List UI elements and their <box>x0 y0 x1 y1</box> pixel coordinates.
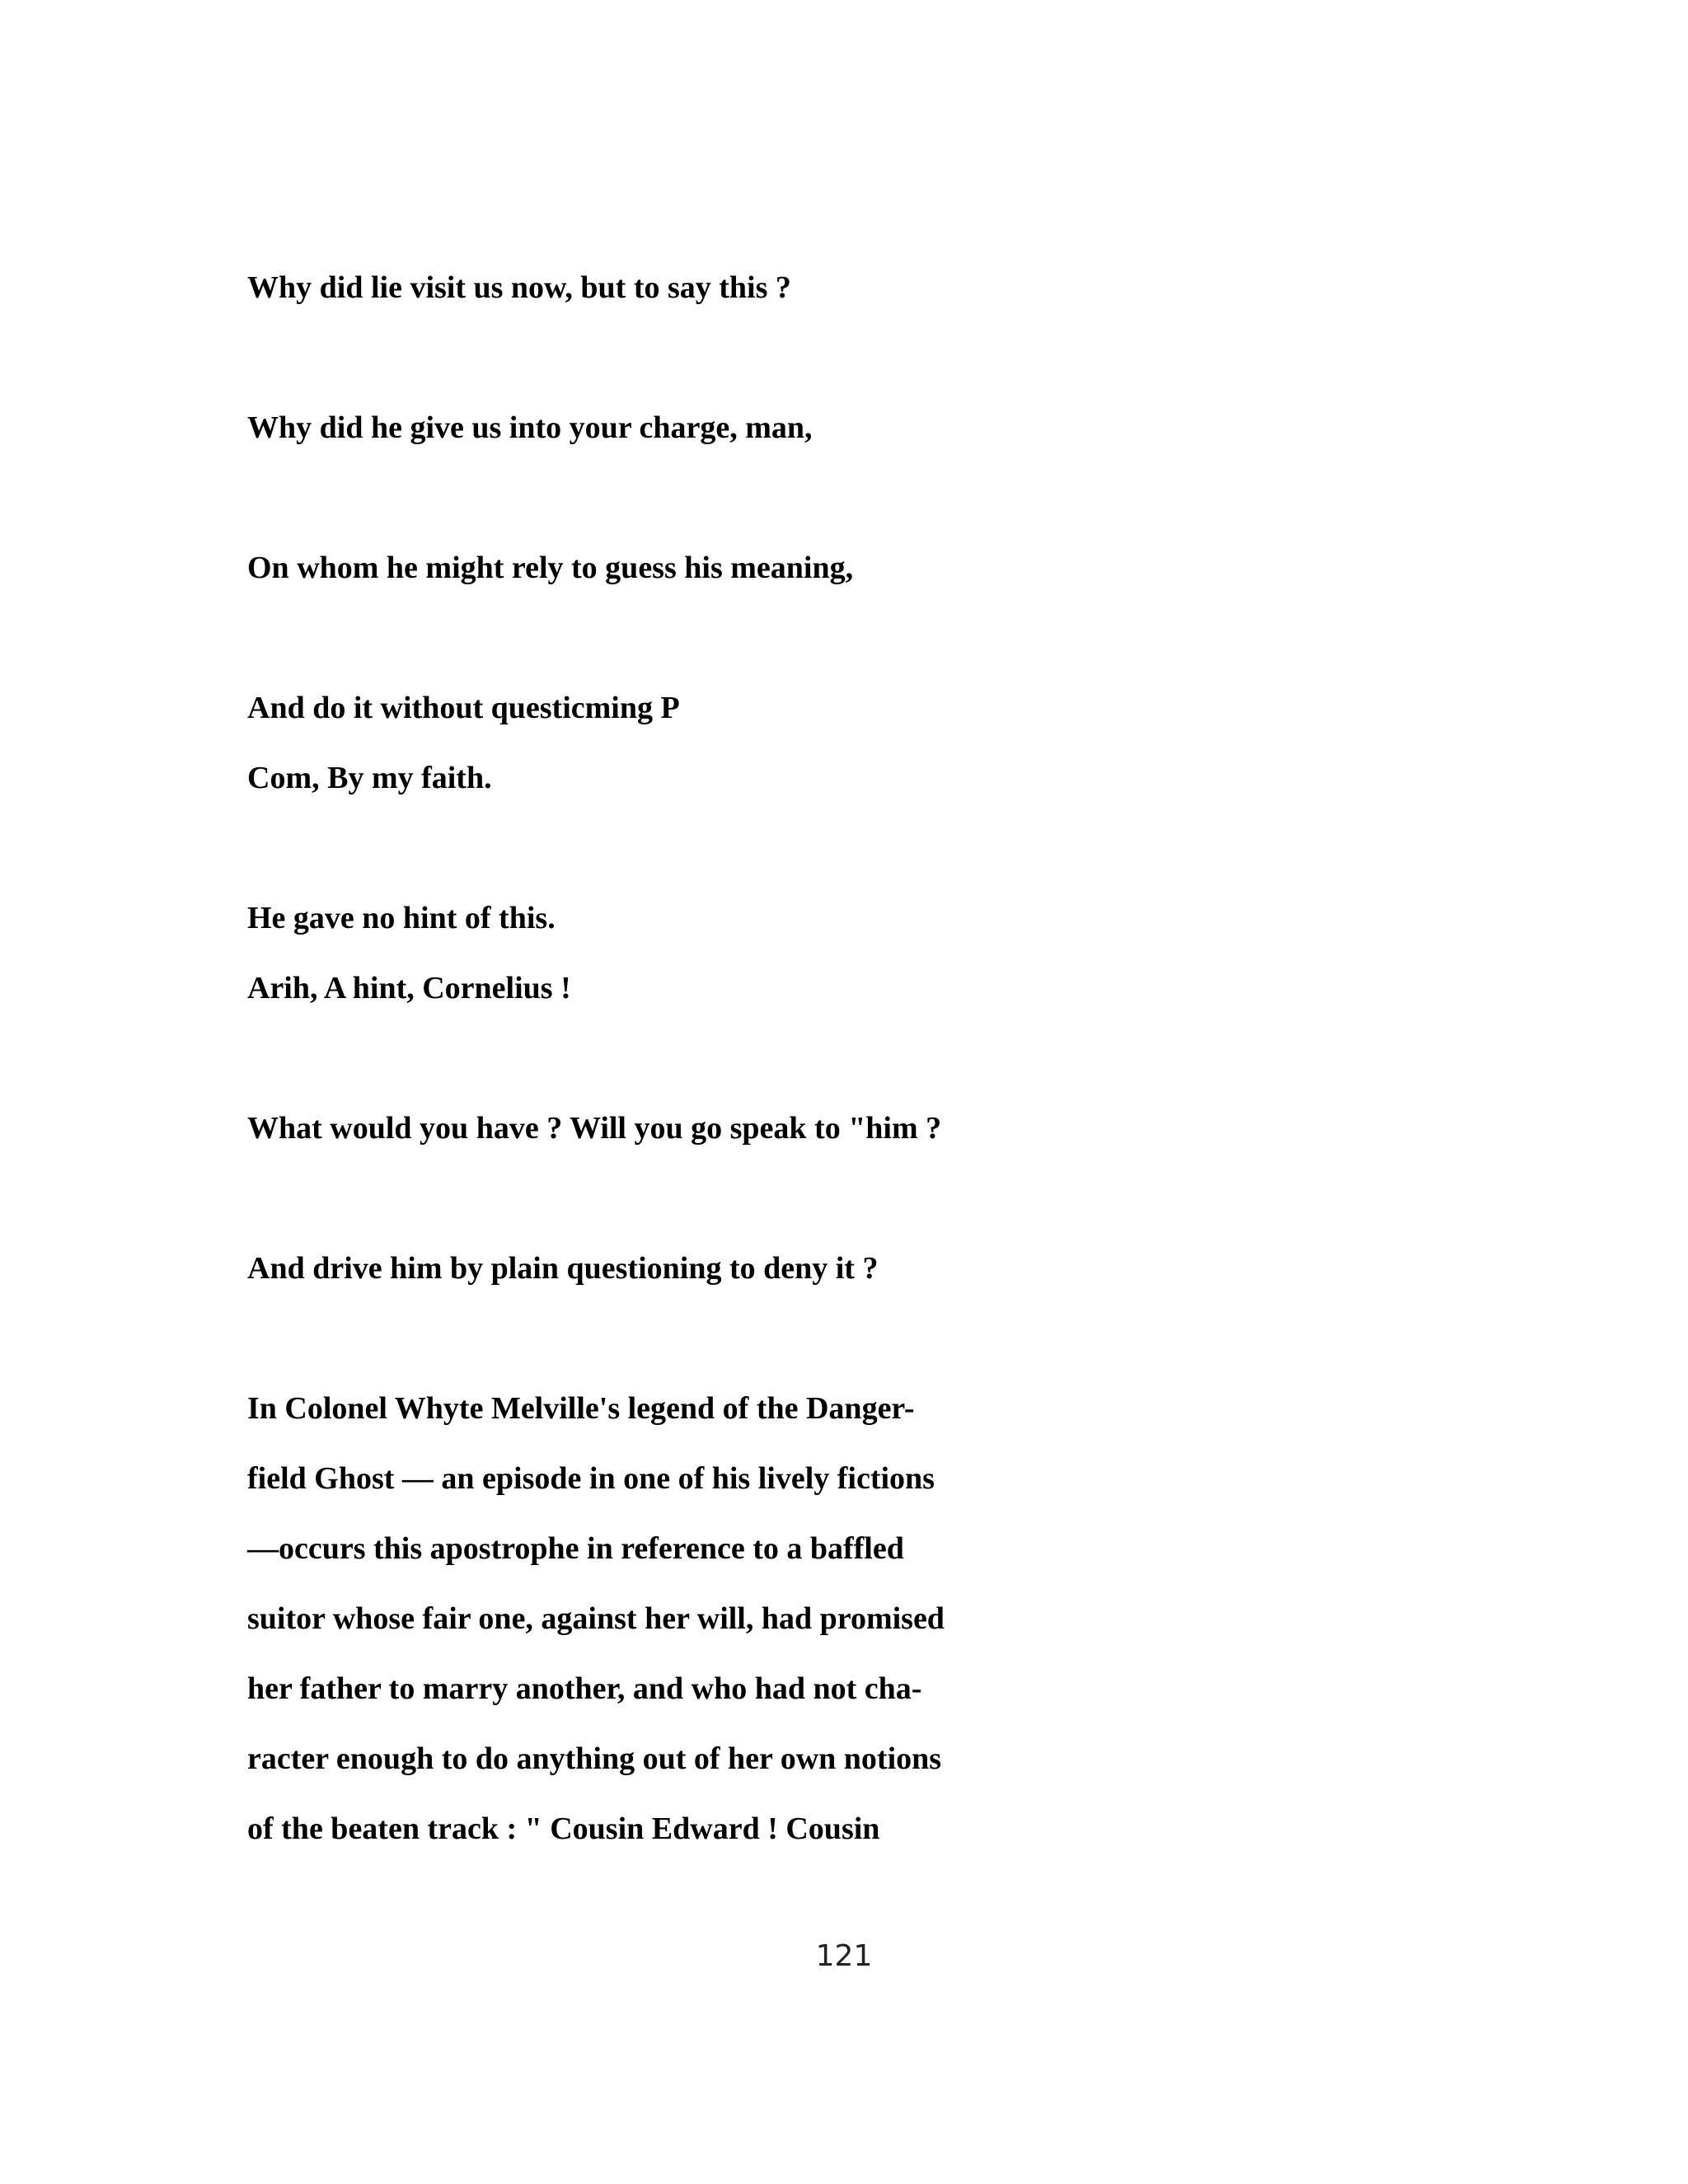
text-line: And do it without questicming P <box>247 691 680 725</box>
text-line: And drive him by plain questioning to deny it ? <box>247 1251 879 1286</box>
text-line: In Colonel Whyte Melville's legend of the Danger- <box>247 1391 915 1426</box>
text-line: of the beaten track : " Cousin Edward ! Cousin <box>247 1811 880 1846</box>
text-line: He gave no hint of this. <box>247 901 556 935</box>
text-line: —occurs this apostrophe in reference to a baffled <box>247 1531 904 1566</box>
text-line: Why did lie visit us now, but to say this ? <box>247 270 791 305</box>
text-line: racter enough to do anything out of her own notions <box>247 1741 942 1776</box>
text-line: her father to marry another, and who had not cha- <box>247 1671 922 1706</box>
text-line: Arih, A hint, Cornelius ! <box>247 971 571 1005</box>
text-line: field Ghost — an episode in one of his lively fictions <box>247 1461 935 1496</box>
text-line: On whom he might rely to guess his meaning, <box>247 551 854 585</box>
text-line: What would you have ? Will you go speak to "him ? <box>247 1111 942 1146</box>
page-number: 121 <box>815 1939 873 1973</box>
text-line: suitor whose fair one, against her will, had promised <box>247 1601 945 1636</box>
text-line: Com, By my faith. <box>247 761 492 795</box>
text-line: Why did he give us into your charge, man, <box>247 410 813 445</box>
